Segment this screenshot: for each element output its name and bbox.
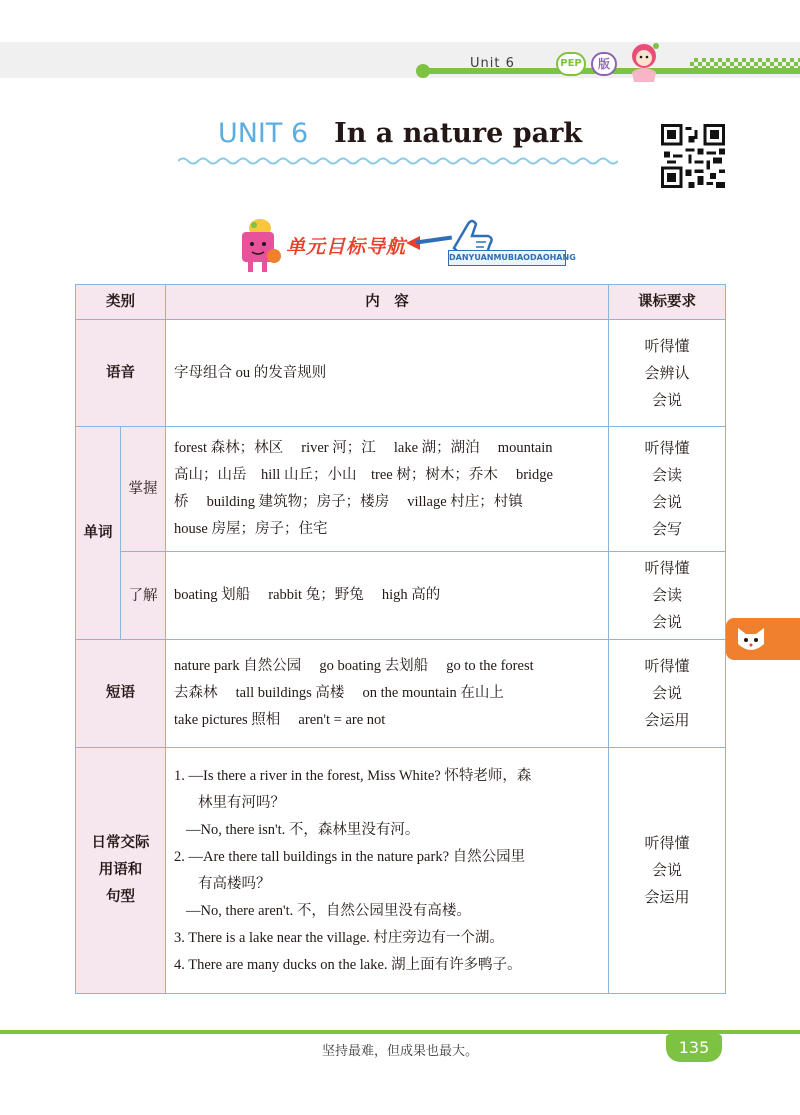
requirements-words-master [609, 427, 726, 552]
title-unit: UNIT 6 [217, 118, 309, 149]
sentence-line: 2. —Are there tall buildings in the nature park? 自然公园里 [174, 848, 526, 865]
checker-pattern [690, 58, 800, 74]
footer-motto: 坚持最难，但成果也最大。 [321, 1044, 478, 1059]
sentence-line: 3. There is a lake near the village. 村庄旁边有一个湖。 [174, 929, 504, 946]
sentence-line: 1. —Is there a river in the forest, Miss White? 怀特老师，森 [174, 767, 532, 784]
header-category: 类别 [76, 285, 166, 320]
requirement-item: 听得懂 [644, 336, 690, 355]
subcategory-master: 掌握 [121, 427, 166, 552]
header-content: 内 容 [166, 285, 609, 320]
fox-face-icon [734, 622, 768, 656]
content-line: 桥 building 建筑物；房子；楼房 village 村庄；村镇 [174, 494, 523, 510]
table-row-daily [76, 748, 726, 994]
requirement-item: 会运用 [644, 888, 690, 906]
content-line: take pictures 照相 aren't = are not [174, 712, 386, 728]
category-pronunciation: 语音 [76, 320, 166, 427]
sentence-line: 林里有河吗？ [198, 794, 285, 811]
wave-divider [178, 156, 618, 166]
content-phrases [166, 640, 609, 748]
requirements-phrases [609, 640, 726, 748]
requirement-item: 会说 [651, 493, 682, 511]
book-mascot-icon [234, 216, 286, 274]
table-row-phrases [76, 640, 726, 748]
table-row-words-understand [76, 552, 726, 640]
requirement-item: 会读 [651, 466, 682, 484]
category-phrases: 短语 [76, 640, 166, 748]
table-header-row [76, 285, 726, 320]
requirement-item: 会辨认 [644, 363, 690, 382]
requirement-item: 会说 [651, 861, 682, 879]
requirements-daily [609, 748, 726, 994]
content-line: 高山；山岳 hill 山丘；小山 tree 树；树木；乔木 bridge [174, 467, 553, 483]
table-row-words-master [76, 427, 726, 552]
requirement-item: 会说 [651, 613, 682, 631]
requirement-item: 会说 [651, 684, 682, 702]
requirement-item: 会读 [651, 586, 682, 604]
content-pronunciation: 字母组合 ou 的发音规则 [166, 320, 609, 427]
requirement-item: 会运用 [644, 711, 690, 729]
content-words-understand: boating 划船 rabbit 兔；野兔 high 高的 [166, 552, 609, 640]
sentence-line: —No, there aren't. 不，自然公园里没有高楼。 [186, 902, 471, 919]
content-words-master [166, 427, 609, 552]
content-line: forest 森林；林区 river 河；江 lake 湖；湖泊 mountain [174, 440, 553, 456]
edition-badge: 版 [591, 52, 617, 76]
sentence-line: —No, there isn't. 不，森林里没有河。 [186, 821, 420, 838]
subcategory-understand: 了解 [121, 552, 166, 640]
requirement-item: 听得懂 [644, 439, 690, 457]
sentence-line: 有高楼吗？ [198, 875, 271, 892]
section-banner [234, 214, 576, 272]
table-row-pronunciation [76, 320, 726, 427]
unit-tag: Unit 6 [470, 56, 515, 71]
sentence-line: 4. There are many ducks on the lake. 湖上面有许多鸭子。 [174, 956, 522, 973]
category-line: 日常交际 [91, 835, 150, 851]
requirement-item: 会写 [651, 520, 682, 538]
category-words: 单词 [76, 427, 121, 640]
content-line: nature park 自然公园 go boating 去划船 go to the forest [174, 658, 534, 674]
title-name: In a nature park [334, 118, 583, 149]
banner-title: 单元目标导航 [286, 236, 407, 258]
content-line: 去森林 tall buildings 高楼 on the mountain 在山上 [174, 685, 504, 701]
category-daily [76, 748, 166, 994]
content-line: house 房屋；房子；住宅 [174, 521, 328, 537]
requirement-item: 听得懂 [644, 559, 690, 577]
qr-code-icon[interactable] [661, 124, 725, 188]
unit-goals-table [75, 284, 726, 994]
girl-mascot-icon [620, 38, 666, 84]
content-daily [166, 748, 609, 994]
requirement-item: 听得懂 [644, 657, 690, 675]
banner-pinyin: DANYUANMUBIAODAOHANG [448, 250, 566, 266]
pep-badge: PEP [556, 52, 586, 76]
category-line: 句型 [106, 889, 135, 905]
requirements-pronunciation [609, 320, 726, 427]
header-requirements: 课标要求 [609, 285, 726, 320]
requirement-item: 会说 [651, 390, 682, 409]
requirement-item: 听得懂 [644, 834, 690, 852]
category-line: 用语和 [98, 862, 143, 878]
page-number: 135 [666, 1034, 722, 1062]
requirements-words-understand [609, 552, 726, 640]
